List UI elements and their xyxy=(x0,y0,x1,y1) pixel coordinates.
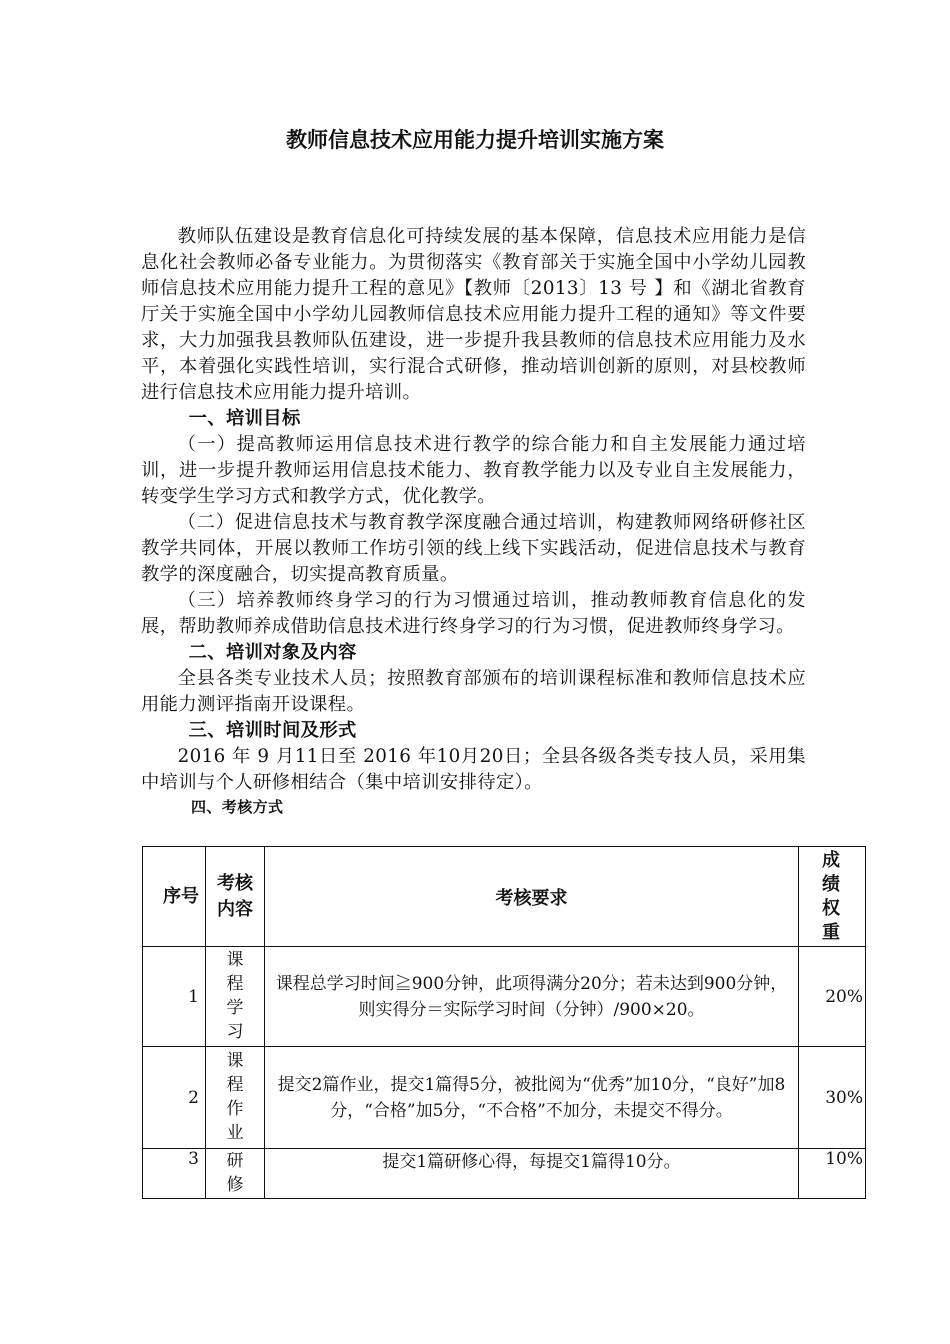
header-item: 考核内容 xyxy=(206,847,265,947)
intro-paragraph: 教师队伍建设是教育信息化可持续发展的基本保障，信息技术应用能力是信息化社会教师必备专业能力。为贯彻落实《教育部关于实施全国中小学幼儿园教师信息技术应用能力提升工程的意见》【教师〔2013〕13 号 】和《湖北省教育厅关于实施全国中小学幼儿园教师信息技术应用能力提升工程的通知》等文件要求，大力加强我县教师队伍建设，进一步提升我县教师的信息技术应用能力及水平，本着强化实践性培训，实行混合式研修，推动培训创新的原则，对县校教师进行信息技术应用能力提升培训。 xyxy=(141,226,806,403)
table-row xyxy=(143,1149,866,1199)
row-2-item: 课程作业 xyxy=(206,1047,265,1149)
row-2-index: 2 xyxy=(143,1047,206,1149)
row-1-weight: 20% xyxy=(799,947,866,1047)
row-2-weight: 30% xyxy=(799,1047,866,1149)
section-1-heading: 一、培训目标 xyxy=(188,408,301,429)
table-row xyxy=(143,947,866,1047)
table-header-row xyxy=(143,847,866,947)
section-3-heading: 三、培训时间及形式 xyxy=(188,720,357,741)
document-body xyxy=(141,224,806,818)
row-1-requirement: 课程总学习时间≧900分钟，此项得满分20分；若未达到900分钟，则实得分＝实际学习时间（分钟）/900×20。 xyxy=(265,947,799,1047)
row-3-index: 3 xyxy=(143,1149,206,1199)
section-1-paragraph-2: （二）促进信息技术与教育教学深度融合通过培训，构建教师网络研修社区教学共同体，开展以教师工作坊引领的线上线下实践活动，促进信息技术与教育教学的深度融合，切实提高教育质量。 xyxy=(141,512,806,585)
section-3-paragraph: 2016 年 9 月11日至 2016 年10月20日；全县各级各类专技人员，采用集中培训与个人研修相结合（集中培训安排待定）。 xyxy=(141,746,806,793)
section-1-paragraph-1: （一）提高教师运用信息技术进行教学的综合能力和自主发展能力通过培训，进一步提升教师运用信息技术能力、教育教学能力以及专业自主发展能力，转变学生学习方式和教学方式，优化教学。 xyxy=(141,434,806,507)
table-row xyxy=(143,1047,866,1149)
header-requirement: 考核要求 xyxy=(265,847,799,947)
header-index: 序号 xyxy=(143,847,206,947)
section-4-heading: 四、考核方式 xyxy=(191,798,284,816)
row-2-requirement: 提交2篇作业，提交1篇得5分，被批阅为“优秀”加10分，“良好”加8分，“合格”加5分，“不合格”不加分，未提交不得分。 xyxy=(265,1047,799,1149)
row-3-item: 研修 xyxy=(206,1149,265,1199)
assessment-table xyxy=(142,846,866,1199)
header-weight: 成绩权重 xyxy=(799,847,866,947)
row-3-weight: 10% xyxy=(799,1149,866,1199)
document-title: 教师信息技术应用能力提升培训实施方案 xyxy=(286,128,664,152)
section-1-paragraph-3: （三）培养教师终身学习的行为习惯通过培训，推动教师教育信息化的发展，帮助教师养成借助信息技术进行终身学习的行为习惯，促进教师终身学习。 xyxy=(141,590,806,637)
section-2-heading: 二、培训对象及内容 xyxy=(188,642,357,663)
section-2-paragraph: 全县各类专业技术人员；按照教育部颁布的培训课程标准和教师信息技术应用能力测评指南开设课程。 xyxy=(141,668,806,715)
row-1-index: 1 xyxy=(143,947,206,1047)
row-3-requirement: 提交1篇研修心得，每提交1篇得10分。 xyxy=(265,1149,799,1199)
row-1-item: 课程学习 xyxy=(206,947,265,1047)
